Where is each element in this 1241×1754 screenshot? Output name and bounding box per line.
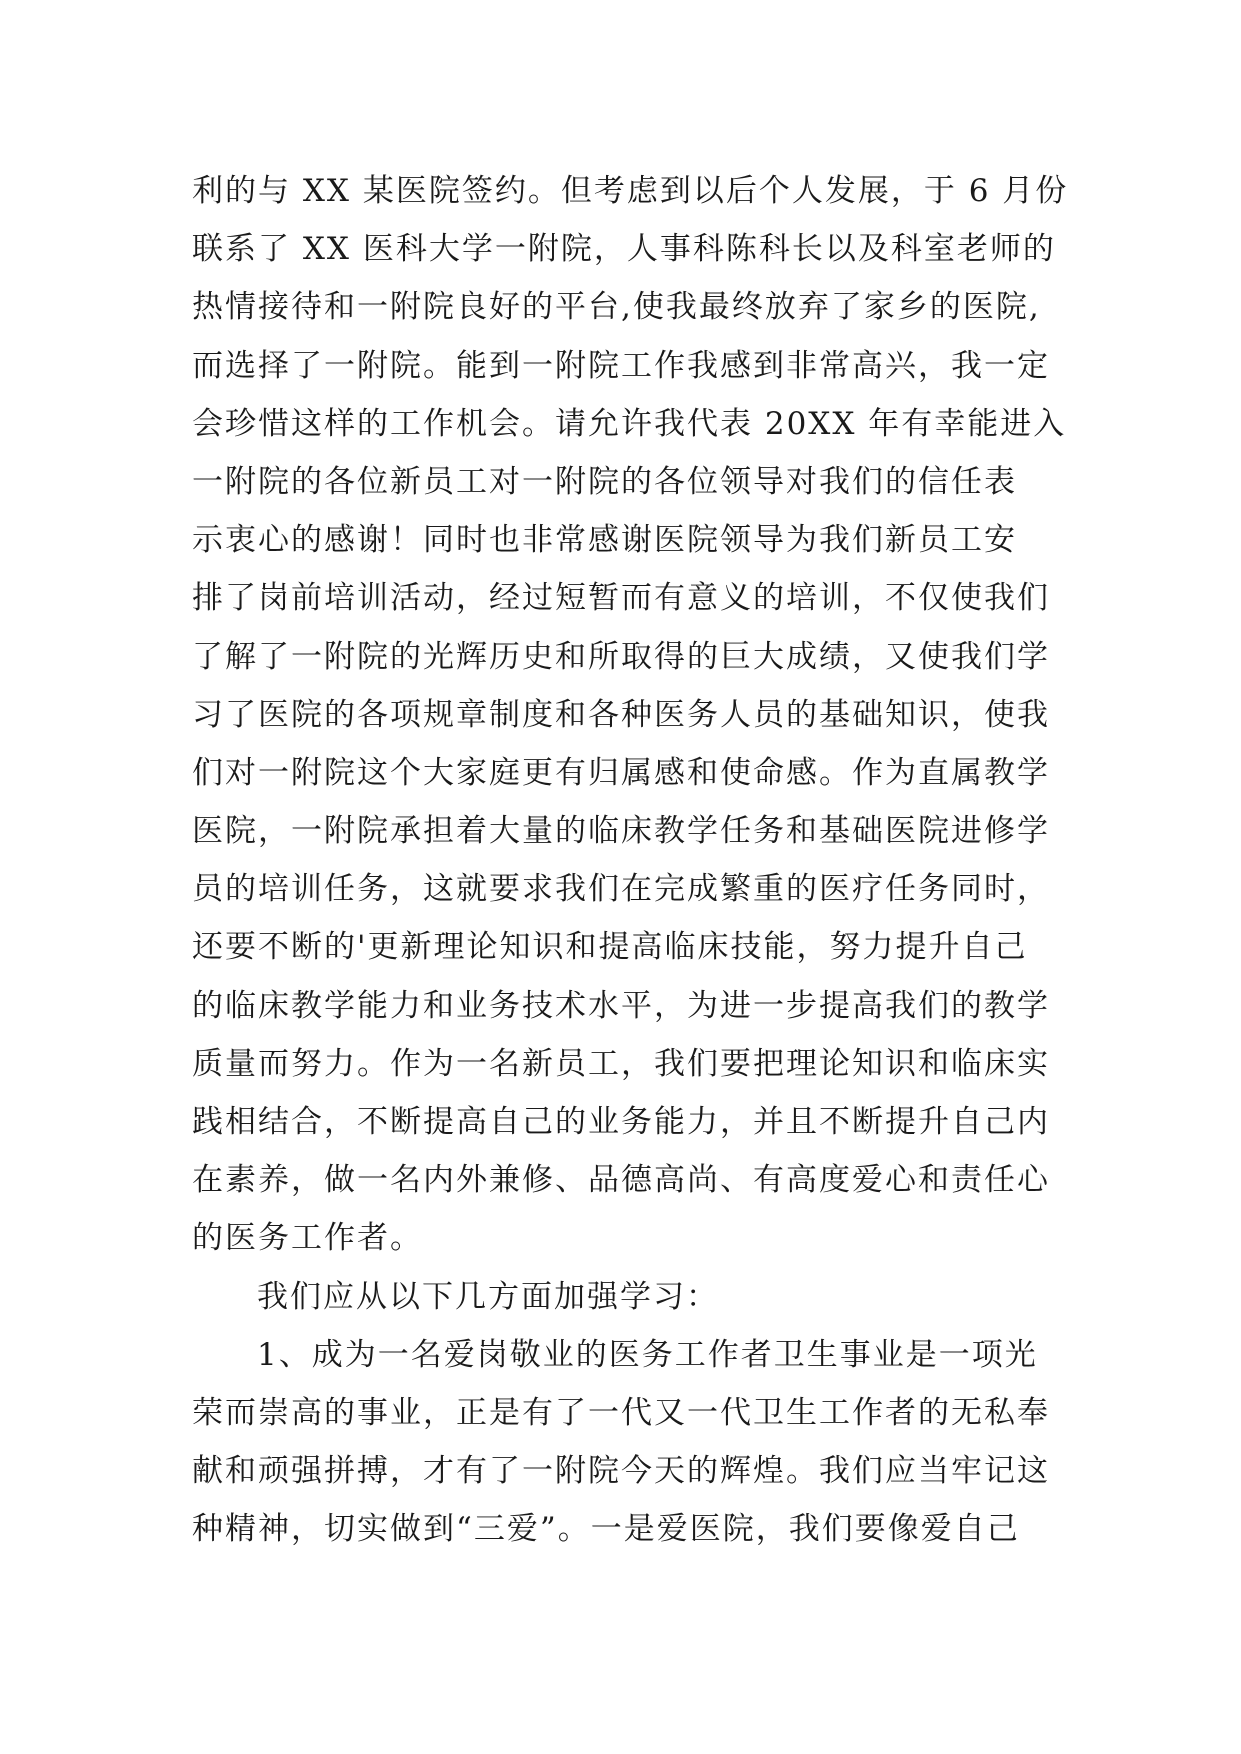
text-line: 医院，一附院承担着大量的临床教学任务和基础医院进修学 (192, 813, 1050, 850)
text-line: 习了医院的各项规章制度和各种医务人员的基础知识，使我 (192, 696, 1050, 733)
text-line: 联系了 XX 医科大学一附院，人事科陈科长以及科室老师的 (192, 231, 1056, 268)
text-line: 一附院的各位新员工对一附院的各位领导对我们的信任表 (192, 463, 1017, 500)
text-line: 还要不断的'更新理论知识和提高临床技能，努力提升自己 (192, 929, 1028, 966)
text-line: 种精神，切实做到“三爱”。一是爱医院，我们要像爱自己 (192, 1511, 1020, 1548)
text-line: 员的培训任务，这就要求我们在完成繁重的医疗任务同时， (192, 871, 1050, 908)
text-line: 会珍惜这样的工作机会。请允许我代表 20XX 年有幸能进入 (192, 405, 1067, 442)
paragraph-heading: 我们应从以下几方面加强学习： (257, 1278, 719, 1315)
text-line: 的医务工作者。 (192, 1220, 423, 1257)
text-line: 利的与 XX 某医院签约。但考虑到以后个人发展，于 6 月份 (192, 173, 1069, 209)
text-line: 们对一附院这个大家庭更有归属感和使命感。作为直属教学 (192, 754, 1050, 791)
text-line: 荣而崇高的事业，正是有了一代又一代卫生工作者的无私奉 (192, 1394, 1050, 1431)
text-line: 的临床教学能力和业务技术水平，为进一步提高我们的教学 (192, 987, 1050, 1024)
paragraph-first-line: 1、成为一名爱岗敬业的医务工作者卫生事业是一项光 (257, 1336, 1038, 1373)
text-line: 践相结合，不断提高自己的业务能力，并且不断提升自己内 (192, 1104, 1050, 1140)
text-line: 质量而努力。作为一名新员工，我们要把理论知识和临床实 (192, 1045, 1050, 1082)
text-line: 献和顽强拼搏，才有了一附院今天的辉煌。我们应当牢记这 (192, 1453, 1050, 1490)
text-line: 而选择了一附院。能到一附院工作我感到非常高兴，我一定 (192, 347, 1050, 384)
text-line: 示衷心的感谢！同时也非常感谢医院领导为我们新员工安 (192, 522, 1017, 559)
text-line: 热情接待和一附院良好的平台,使我最终放弃了家乡的医院, (192, 289, 1041, 326)
body-text (192, 162, 1069, 1559)
text-line: 在素养，做一名内外兼修、品德高尚、有高度爱心和责任心 (192, 1162, 1050, 1199)
text-line: 了解了一附院的光辉历史和所取得的巨大成绩，又使我们学 (192, 638, 1050, 675)
text-line: 排了岗前培训活动，经过短暂而有意义的培训，不仅使我们 (192, 580, 1050, 617)
